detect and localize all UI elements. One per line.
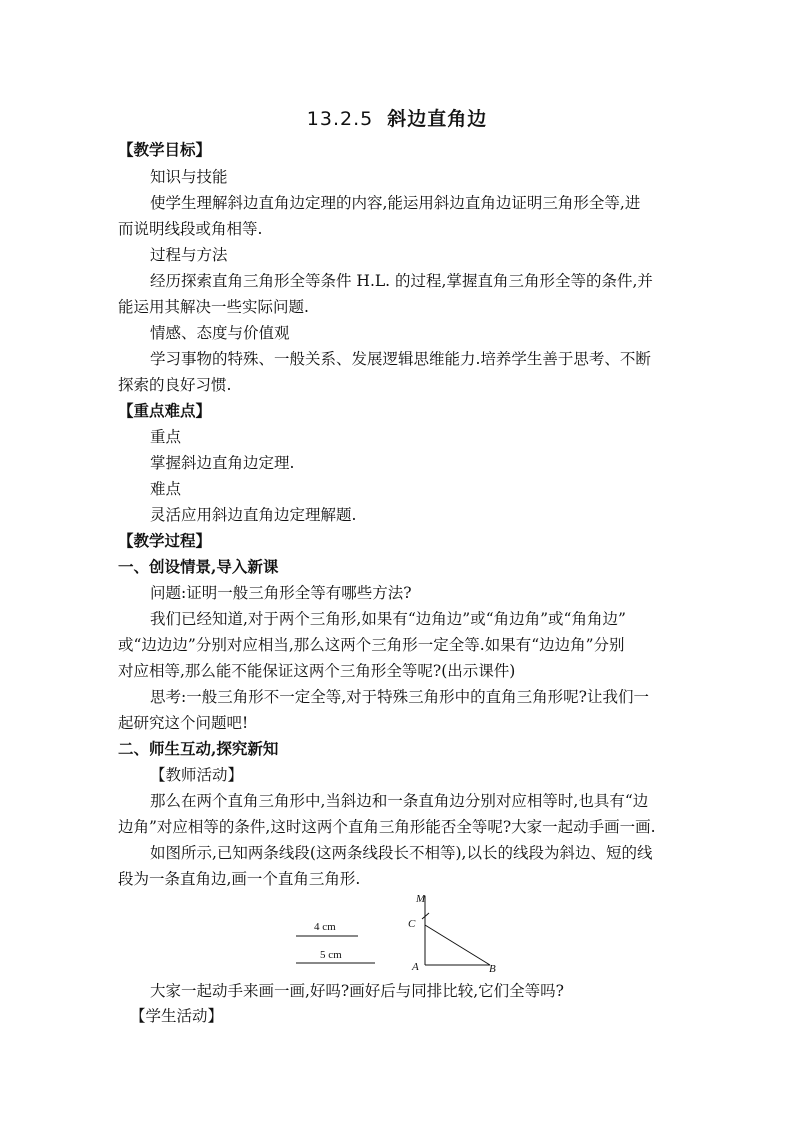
paragraph-line: 起研究这个问题吧!: [118, 714, 249, 732]
paragraph-line: 或“边边边”分别对应相当,那么这两个三角形一定全等.如果有“边边角”分别: [118, 636, 625, 654]
paragraph-line: 段为一条直角边,画一个直角三角形.: [118, 870, 361, 888]
point-a-label: A: [412, 961, 419, 973]
heading-teaching-goals: 【教学目标】: [118, 140, 212, 159]
paragraph-line: 那么在两个直角三角形中,当斜边和一条直角边分别对应相等时,也具有“边: [150, 792, 649, 810]
point-c-label: C: [408, 918, 416, 930]
paragraph-line: 灵活应用斜边直角边定理解题.: [150, 506, 357, 524]
subheading-key: 重点: [150, 428, 182, 446]
point-b-label: B: [489, 963, 496, 975]
subheading-student-activity: 【学生活动】: [130, 1007, 224, 1025]
paragraph-line: 边角”对应相等的条件,这时这两个直角三角形能否全等呢?大家一起动手画一画.: [118, 818, 656, 836]
paragraph-line: 使学生理解斜边直角边定理的内容,能运用斜边直角边证明三角形全等,进: [150, 194, 641, 212]
paragraph-line: 如图所示,已知两条线段(这两条线段长不相等),以长的线段为斜边、短的线: [150, 844, 653, 862]
right-triangle-figure: [280, 888, 520, 978]
paragraph-line: 学习事物的特殊、一般关系、发展逻辑思维能力.培养学生善于思考、不断: [150, 350, 651, 368]
heading-key-points: 【重点难点】: [118, 401, 212, 420]
page-title: [0, 104, 794, 131]
paragraph-line: 探索的良好习惯.: [118, 376, 232, 394]
paragraph-line: 问题:证明一般三角形全等有哪些方法?: [150, 584, 412, 602]
subheading-attitude: 情感、态度与价值观: [150, 324, 290, 342]
paragraph-line: 而说明线段或角相等.: [118, 220, 263, 238]
paragraph-line: 掌握斜边直角边定理.: [150, 454, 295, 472]
paragraph-line: 能运用其解决一些实际问题.: [118, 298, 309, 316]
paragraph-line: 思考:一般三角形不一定全等,对于特殊三角形中的直角三角形呢?让我们一: [150, 688, 649, 706]
paragraph-line: 大家一起动手来画一画,好吗?画好后与同排比较,它们全等吗?: [150, 982, 564, 1000]
paragraph-line: 对应相等,那么能不能保证这两个三角形全等呢?(出示课件): [118, 662, 516, 680]
section-number: 13.2.5: [306, 108, 374, 130]
hypotenuse-cb: [425, 925, 490, 965]
paragraph-line: 经历探索直角三角形全等条件 H.L. 的过程,掌握直角三角形全等的条件,并: [150, 272, 653, 290]
subheading-knowledge: 知识与技能: [150, 168, 228, 186]
paragraph-line: 我们已经知道,对于两个三角形,如果有“边角边”或“角边角”或“角角边”: [150, 610, 626, 628]
segment-5cm-label: 5 cm: [320, 949, 342, 961]
subheading-difficulty: 难点: [150, 480, 182, 498]
point-m-label: M: [416, 893, 426, 905]
heading-part-two: 二、师生互动,探究新知: [118, 739, 279, 758]
subheading-teacher-activity: 【教师活动】: [150, 766, 244, 784]
heading-part-one: 一、创设情景,导入新课: [118, 557, 279, 576]
heading-teaching-process: 【教学过程】: [118, 531, 212, 550]
subheading-process: 过程与方法: [150, 246, 228, 264]
section-title: 斜边直角边: [387, 108, 488, 130]
segment-4cm-label: 4 cm: [314, 921, 336, 933]
